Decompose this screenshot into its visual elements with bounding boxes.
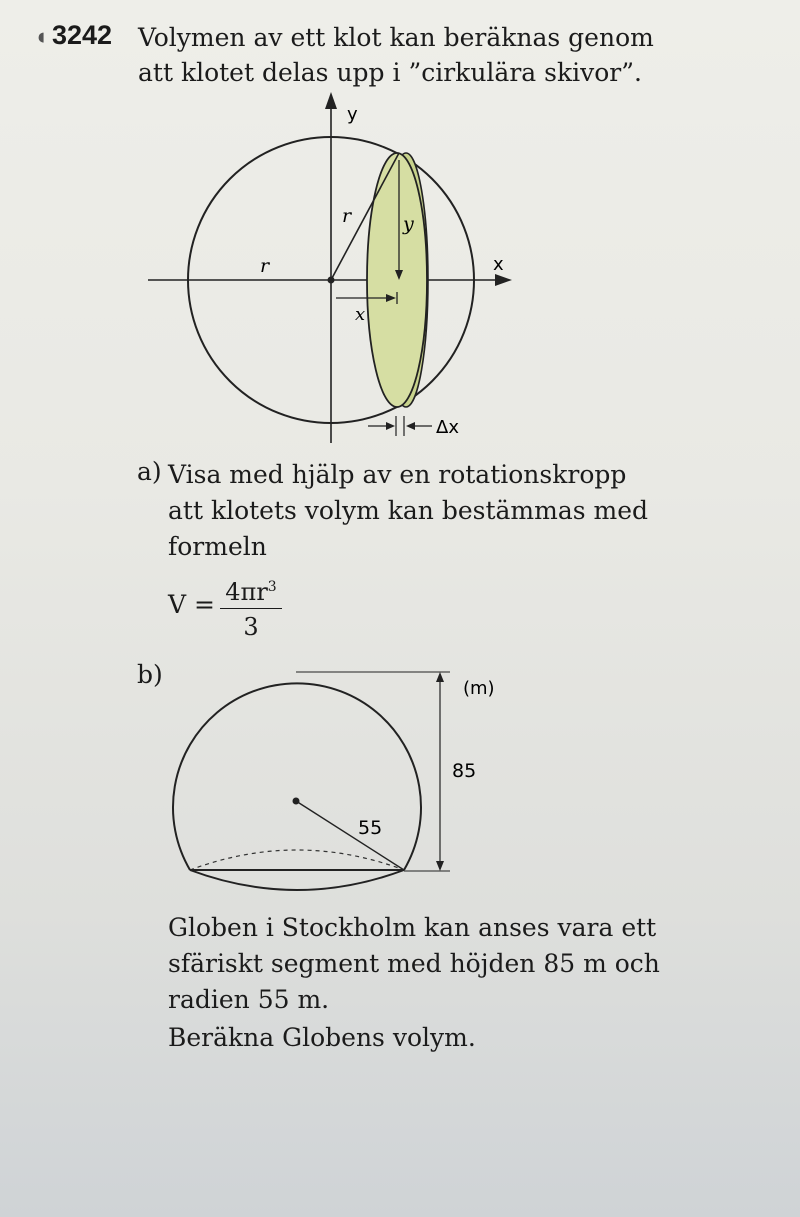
part-a-line-2: att klotets volym kan bestämmas med: [168, 496, 649, 525]
problem-intro: [138, 20, 698, 90]
radius-label-diagonal: r: [342, 205, 352, 227]
sphere-slice-diagram: [140, 88, 520, 448]
margin-mark: ◖: [38, 30, 45, 45]
height-arrow-bottom: [436, 861, 444, 871]
dx-arrow-right: [406, 422, 415, 430]
part-a-text: [168, 457, 648, 565]
dx-arrow-left: [386, 422, 395, 430]
part-b-question: Beräkna Globens volym.: [168, 1023, 476, 1052]
part-a-label: a): [137, 457, 162, 486]
intro-line-1: Volymen av ett klot kan beräknas genom: [138, 23, 654, 52]
part-b-text: [168, 910, 660, 1018]
height-arrow-top: [436, 672, 444, 682]
slice-height-label: y: [403, 213, 414, 235]
y-axis-label: y: [347, 104, 358, 125]
radius-label-left: r: [260, 255, 270, 277]
intro-line-2: att klotet delas upp i ”cirkulära skivor”.: [138, 58, 642, 87]
x-axis-arrow: [495, 274, 512, 286]
height-label: 85: [452, 760, 477, 782]
origin-dot: [328, 277, 335, 284]
formula-lhs: V =: [168, 590, 215, 619]
distance-label: x: [355, 304, 366, 325]
formula-denominator: 3: [243, 613, 259, 641]
part-a-line-1: Visa med hjälp av en rotationskropp: [168, 460, 627, 489]
globen-base-back: [190, 850, 404, 870]
globen-diagram: [150, 660, 520, 905]
formula-exponent: 3: [267, 579, 277, 595]
slice-front: [367, 153, 427, 407]
unit-label: (m): [463, 678, 495, 699]
part-b-label: b): [137, 660, 163, 689]
problem-number: 3242: [52, 20, 113, 50]
part-a-line-3: formeln: [168, 532, 267, 561]
y-axis-arrow: [325, 92, 337, 109]
x-axis-label: x: [493, 254, 504, 275]
globen-base-front: [190, 870, 404, 890]
radius-label-b: 55: [358, 817, 383, 839]
formula-numerator-text: 4πr: [225, 578, 268, 606]
formula-numerator: [220, 578, 282, 609]
formula-fraction: [220, 578, 282, 641]
radius-line-b: [296, 801, 404, 870]
globen-outline: [173, 683, 421, 870]
part-b-line-2: sfäriskt segment med höjden 85 m och: [168, 949, 660, 978]
part-b-line-1: Globen i Stockholm kan anses vara ett: [168, 913, 657, 942]
thickness-label: Δx: [436, 417, 459, 438]
part-b-line-3: radien 55 m.: [168, 985, 330, 1014]
